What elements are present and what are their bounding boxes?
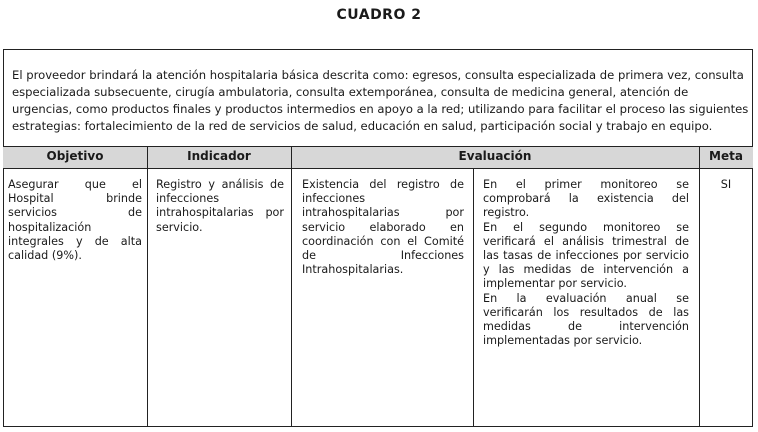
- cell-meta: SI: [720, 178, 732, 191]
- header-evaluacion: Evaluación: [458, 149, 532, 163]
- document-title: CUADRO 2: [336, 7, 422, 23]
- cell-evaluacion-monitoreo: [483, 178, 689, 348]
- monitoreo-paragraph: En el segundo monitoreo se verificará el análisis trimestral de las tasas de infecciones por servicio y las medidas de intervención a implementar por servicio.: [483, 220, 689, 291]
- cell-indicador: Registro y análisis de infecciones intrahospitalarias por servicio.: [156, 178, 284, 234]
- monitoreo-paragraph: En el primer monitoreo se comprobará la existencia del registro.: [483, 178, 689, 220]
- column-divider: [473, 169, 474, 427]
- header-objetivo: Objetivo: [46, 149, 104, 163]
- column-divider: [147, 146, 148, 427]
- header-indicador: Indicador: [187, 149, 251, 163]
- column-divider: [291, 146, 292, 427]
- intro-paragraph: El proveedor brindará la atención hospitalaria básica descrita como: egresos, consulta especializada de primera vez, consulta especializada subsecuente, cirugía ambulatoria, consulta extemporánea, consulta de medicina general, atención de urgencias, como productos finales y productos intermedios en apoyo a la red; utilizando para facilitar el proceso las siguientes estrategias: fortalecimiento de la red de servicios de salud, educación en salud, participación social y trabajo en equipo.: [12, 68, 749, 133]
- cell-evaluacion-registro: Existencia del registro de infecciones intrahospitalarias por servicio elaborado en coordinación con el Comité de Infecciones Intrahospitalarias.: [302, 178, 464, 277]
- cell-objetivo: Asegurar que el Hospital brinde servicios de hospitalización integrales y de alta calidad (9%).: [8, 178, 142, 263]
- header-meta: Meta: [709, 149, 743, 163]
- monitoreo-paragraph: En la evaluación anual se verificarán los resultados de las medidas de intervención implementadas por servicio.: [483, 291, 689, 348]
